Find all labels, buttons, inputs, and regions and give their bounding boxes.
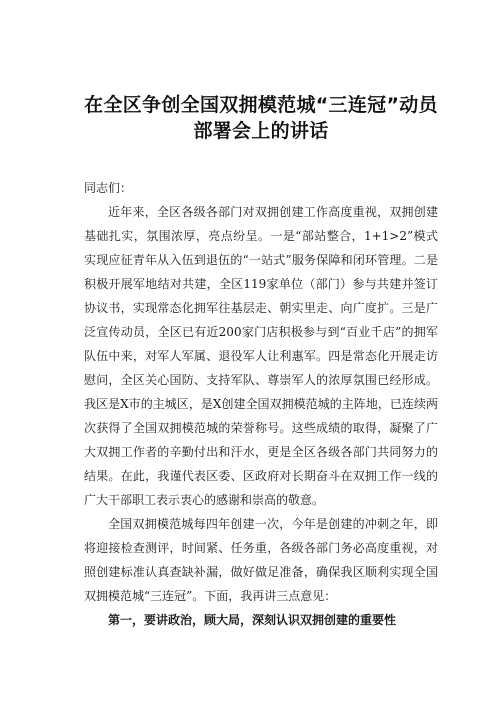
paragraph-1: 近年来，全区各级各部门对双拥创建工作高度重视，双拥创建基础扎实，氛围浓厚，亮点纷呈。一是“部站整合，1+1>2”模式实现应征青年从入伍到退伍的“一站式”服务保障和闭环管理。二是积极开展军地结对共建，全区119家单位（部门）参与共建并签订协议书，实现常态化拥军往基层走、朝实里走、向广度扩。三是广泛宣传动员，全区已有近200家门店积极参与到“百业千店”的拥军队伍中来，对军人军属、退役军人让利惠军。四是常态化开展走访慰问，全区关心国防、支持军队、尊崇军人的浓厚氛围已经形成。我区是X市的主城区，是X创建全国双拥模范城的主阵地，已连续两次获得了全国双拥模范城的荣誉称号。这些成绩的取得，凝聚了广大双拥工作者的辛勤付出和汗水，更是全区各级各部门共同努力的结果。在此，我谨代表区委、区政府对长期奋斗在双拥工作一线的广大干部职工表示衷心的感谢和崇高的敬意。	[84, 205, 438, 507]
paragraph-2: 全国双拥模范城每四年创建一次，今年是创建的冲刺之年，即将迎接检查测评，时间紧、任务重，各级各部门务必高度重视，对照创建标准认真查缺补漏，做好做足准备，确保我区顺利实现全国双拥模范城“三连冠”。下面，我再讲三点意见：	[84, 517, 438, 603]
salutation: 同志们：	[84, 181, 133, 195]
document-title: 在全区争创全国双拥模范城“三连冠”动员部署会上的讲话	[84, 94, 438, 142]
section-heading: 第一，要讲政治，顾大局，深刻认识双拥创建的重要性	[108, 613, 397, 627]
